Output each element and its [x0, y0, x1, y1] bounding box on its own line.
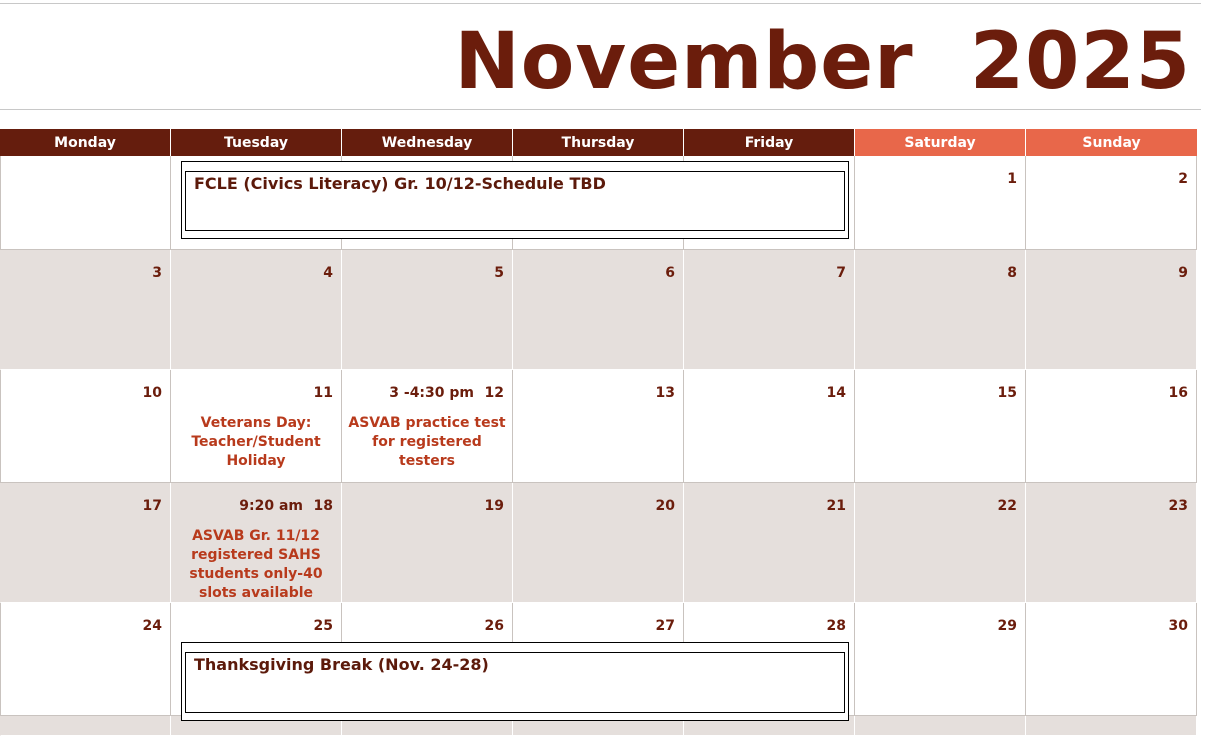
top-rule: [0, 3, 1201, 4]
week-row-4: [0, 483, 1201, 603]
day-cell[interactable]: [855, 716, 1026, 736]
day-number: 29: [997, 618, 1017, 634]
day-number: 19: [484, 498, 504, 514]
day-cell[interactable]: [171, 370, 342, 483]
event-time: 3 -4:30 pm: [389, 385, 474, 401]
day-number: 14: [826, 385, 846, 401]
day-cell[interactable]: [513, 370, 684, 483]
day-cell[interactable]: [684, 370, 855, 483]
week-row-3: [0, 370, 1201, 483]
day-number: 16: [1168, 385, 1188, 401]
day-number: 12: [484, 385, 504, 401]
page-title: November 2025: [454, 17, 1191, 107]
day-number: 1: [1007, 171, 1017, 187]
weekday-header-row: [0, 129, 1201, 156]
day-number: 25: [313, 618, 333, 634]
day-cell[interactable]: [513, 250, 684, 370]
day-number: 9: [1178, 265, 1188, 281]
day-number: 10: [142, 385, 162, 401]
event-title: FCLE (Civics Literacy) Gr. 10/12-Schedule TBD: [194, 174, 606, 193]
day-cell[interactable]: [0, 716, 171, 736]
day-cell[interactable]: [171, 483, 342, 603]
event-note-asvab: ASVAB Gr. 11/12 registered SAHS students only-40 slots available: [189, 528, 323, 601]
day-number: 30: [1168, 618, 1188, 634]
day-cell[interactable]: [855, 483, 1026, 603]
day-cell[interactable]: [0, 156, 171, 250]
day-number: 7: [836, 265, 846, 281]
event-title: Thanksgiving Break (Nov. 24-28): [194, 655, 489, 674]
title-rule: [0, 109, 1201, 110]
day-number: 17: [142, 498, 162, 514]
day-cell[interactable]: [1026, 603, 1197, 716]
day-number: 22: [997, 498, 1017, 514]
day-number: 5: [494, 265, 504, 281]
day-number: 11: [313, 385, 333, 401]
event-time: 9:20 am: [239, 498, 303, 514]
header-monday: Monday: [0, 129, 171, 156]
day-number: 27: [655, 618, 675, 634]
event-banner-thanksgiving[interactable]: [181, 642, 849, 721]
week-row-2: [0, 174, 1201, 370]
day-cell[interactable]: [342, 483, 513, 603]
day-number: 13: [655, 385, 675, 401]
header-sunday: Sunday: [1026, 129, 1197, 156]
day-cell[interactable]: [0, 250, 171, 370]
event-banner-fcle[interactable]: [181, 161, 849, 239]
day-number: 4: [323, 265, 333, 281]
day-number: 3: [152, 265, 162, 281]
day-cell[interactable]: [513, 483, 684, 603]
day-number: 26: [484, 618, 504, 634]
header-saturday: Saturday: [855, 129, 1026, 156]
day-number: 8: [1007, 265, 1017, 281]
day-number: 21: [826, 498, 846, 514]
day-cell[interactable]: [171, 250, 342, 370]
day-number: 28: [826, 618, 846, 634]
header-tuesday: Tuesday: [171, 129, 342, 156]
day-number: 23: [1168, 498, 1188, 514]
day-cell[interactable]: [1026, 370, 1197, 483]
header-thursday: Thursday: [513, 129, 684, 156]
day-cell[interactable]: [0, 483, 171, 603]
day-cell[interactable]: [855, 603, 1026, 716]
day-number: 18: [313, 498, 333, 514]
day-cell[interactable]: [684, 250, 855, 370]
day-cell[interactable]: [1026, 250, 1197, 370]
day-number: 24: [142, 618, 162, 634]
day-cell[interactable]: [1026, 156, 1197, 250]
day-cell[interactable]: [342, 250, 513, 370]
event-note-veterans-day: Veterans Day: Teacher/Student Holiday: [191, 415, 321, 469]
day-cell[interactable]: [342, 370, 513, 483]
day-cell[interactable]: [1026, 483, 1197, 603]
header-friday: Friday: [684, 129, 855, 156]
day-number: 2: [1178, 171, 1188, 187]
header-wednesday: Wednesday: [342, 129, 513, 156]
day-cell[interactable]: [684, 483, 855, 603]
day-cell[interactable]: [0, 603, 171, 716]
event-note-asvab-practice: ASVAB practice test for registered testers: [348, 415, 506, 469]
day-cell[interactable]: [855, 370, 1026, 483]
day-number: 15: [997, 385, 1017, 401]
day-cell[interactable]: [0, 370, 171, 483]
day-cell[interactable]: [1026, 716, 1197, 736]
day-number: 20: [655, 498, 675, 514]
day-number: 6: [665, 265, 675, 281]
day-cell[interactable]: [855, 156, 1026, 250]
day-cell[interactable]: [855, 250, 1026, 370]
